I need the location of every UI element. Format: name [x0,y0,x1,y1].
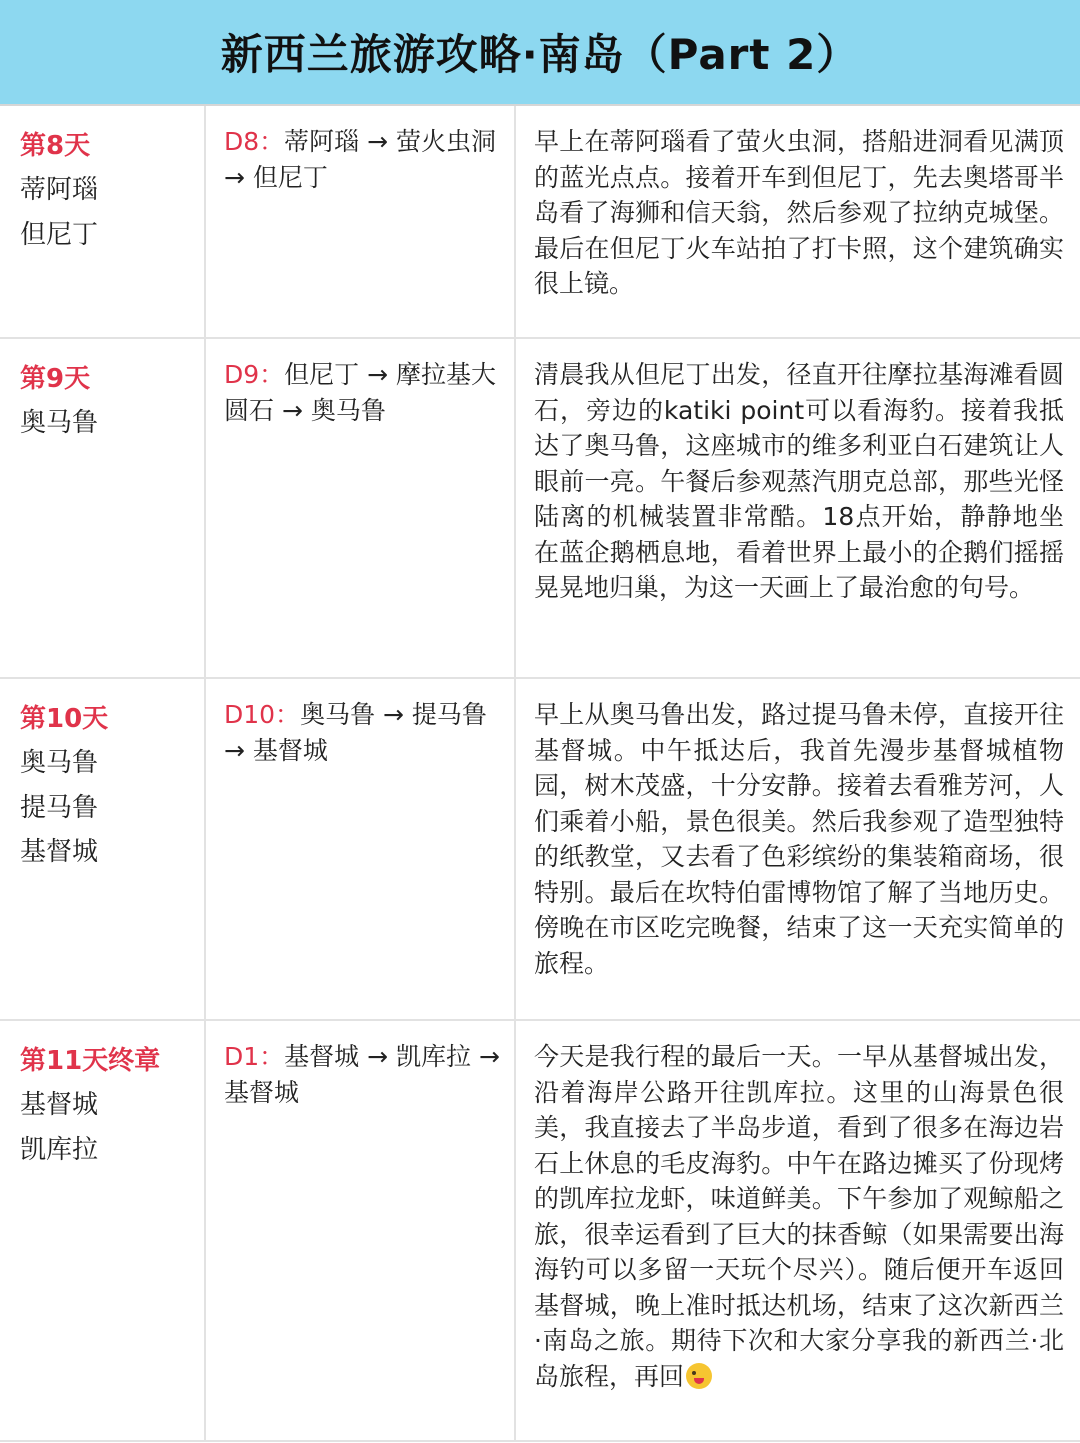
day-title: 第9天 [20,364,91,394]
route-cell [205,338,515,678]
description-cell [515,678,1080,1020]
table-row [0,1020,1080,1441]
day-title: 第10天 [20,704,109,734]
day-title: 第11天终章 [20,1046,161,1076]
title-banner [0,0,1080,106]
description-cell [515,1020,1080,1441]
description-cell [515,106,1080,338]
day-cell [0,106,205,338]
day-cell [0,1020,205,1441]
description-text: 清晨我从但尼丁出发，径直开往摩拉基海滩看圆石，旁边的katiki point可以看海豹。接着我抵达了奥马鲁，这座城市的维多利亚白石建筑让人眼前一亮。午餐后参观蒸汽朋克总部，那些光怪陆离的机械装置非常酷。18点开始，静静地坐在蓝企鹅栖息地，看着世界上最小的企鹅们摇摇晃晃地归巢，为这一天画上了最治愈的句号。 [534,360,1064,602]
route-code: D8： [224,127,285,156]
route-code: D9： [224,360,285,389]
route-text: 蒂阿瑙 → 萤火虫洞 → 但尼丁 [224,127,497,192]
route-cell [205,1020,515,1441]
route-text: 但尼丁 → 摩拉基大圆石 → 奥马鲁 [224,360,497,425]
place-name: 基督城 [20,1090,99,1120]
place-name: 奥马鲁 [20,748,99,778]
itinerary-table [0,106,1080,1442]
day-title: 第8天 [20,131,91,161]
table-row [0,678,1080,1020]
table-row [0,106,1080,338]
place-name: 基督城 [20,837,99,867]
place-name: 凯库拉 [20,1134,99,1165]
day-cell [0,678,205,1020]
table-row [0,338,1080,678]
route-code: D1： [224,1042,285,1071]
winking-face-with-tongue-icon [686,1363,712,1389]
day-cell [0,338,205,678]
route-code: D10： [224,700,301,729]
place-name: 奥马鲁 [20,408,99,438]
place-name: 蒂阿瑙 [20,175,99,205]
place-name: 提马鲁 [20,792,99,823]
description-cell [515,338,1080,678]
place-name: 但尼丁 [20,219,99,250]
description-text: 早上在蒂阿瑙看了萤火虫洞，搭船进洞看见满顶的蓝光点点。接着开车到但尼丁，先去奥塔哥半岛看了海狮和信天翁，然后参观了拉纳克城堡。最后在但尼丁火车站拍了打卡照，这个建筑确实很上镜。 [534,127,1064,298]
page-title: 新西兰旅游攻略·南岛（Part 2） [220,30,860,79]
description-text: 今天是我行程的最后一天。一早从基督城出发，沿着海岸公路开往凯库拉。这里的山海景色很美，我直接去了半岛步道，看到了很多在海边岩石上休息的毛皮海豹。中午在路边摊买了份现烤的凯库拉龙虾，味道鲜美。下午参加了观鲸船之旅，很幸运看到了巨大的抹香鲸（如果需要出海海钓可以多留一天玩个尽兴）。随后便开车返回基督城，晚上准时抵达机场，结束了这次新西兰·南岛之旅。期待下次和大家分享我的新西兰·北岛旅程，再回 [534,1042,1064,1391]
route-cell [205,106,515,338]
route-text: 奥马鲁 → 提马鲁 → 基督城 [224,700,487,765]
route-cell [205,678,515,1020]
route-text: 基督城 → 凯库拉 → 基督城 [224,1042,500,1107]
description-text: 早上从奥马鲁出发，路过提马鲁未停，直接开往基督城。中午抵达后，我首先漫步基督城植物园，树木茂盛，十分安静。接着去看雅芳河，人们乘着小船，景色很美。然后我参观了造型独特的纸教堂，又去看了色彩缤纷的集装箱商场，很特别。最后在坎特伯雷博物馆了解了当地历史。傍晚在市区吃完晚餐，结束了这一天充实简单的旅程。 [534,700,1064,978]
